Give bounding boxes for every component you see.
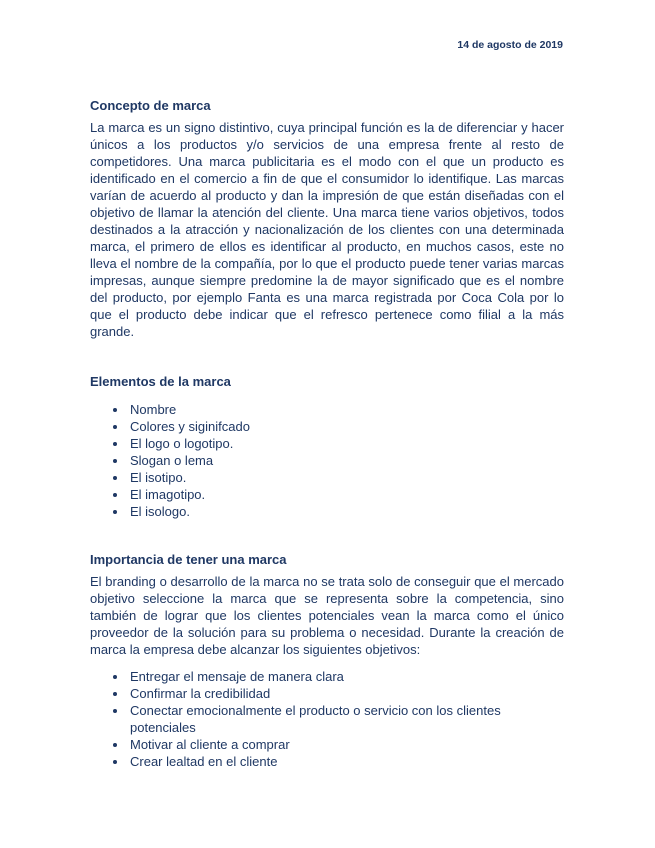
list-item: • Crear lealtad en el cliente [128, 753, 564, 770]
list-item: • Colores y siginifcado [128, 418, 564, 435]
list-item: • Entregar el mensaje de manera clara [128, 668, 564, 685]
section-brand-importance [90, 552, 564, 770]
section-title-brand-concept: Concepto de marca [90, 98, 211, 113]
list-item: • Motivar al cliente a comprar [128, 736, 564, 753]
section-brand-elements [90, 374, 564, 520]
brand-objectives-list [90, 668, 564, 770]
list-item: • Slogan o lema [128, 452, 564, 469]
section-title-brand-elements: Elementos de la marca [90, 374, 231, 389]
list-item: • El imagotipo. [128, 486, 564, 503]
document-date: 14 de agosto de 2019 [457, 39, 563, 51]
paragraph-brand-concept: La marca es un signo distintivo, cuya principal función es la de diferenciar y hacer únicos a los productos y/o servicios de una empresa frente al resto de competidores. Una marca publicitaria es el modo con el que un producto es identificado en el comercio a fin de que el consumidor lo identifique. Las marcas varían de acuerdo al producto y dan la impresión de que están diseñadas con el objetivo de llamar la atención del cliente. Una marca tiene varios objetivos, todos destinados a la atracción y nacionalización de los clientes con una determinada marca, el primero de ellos es identificar al producto, en muchos casos, este no lleva el nombre de la compañía, por lo que el producto puede tener varias marcas impresas, aunque siempre predomine la de mayor significado que es el nombre del producto, por ejemplo Fanta es una marca registrada por Coca Cola por lo que el producto debe indicar que el refresco pertenece como filial a la más grande. [90, 120, 564, 339]
document-body [90, 98, 564, 770]
list-item: • El isologo. [128, 503, 564, 520]
paragraph-brand-importance: El branding o desarrollo de la marca no se trata solo de conseguir que el mercado objetivo seleccione la marca que se representa sobre la competencia, sino también de lograr que los clientes potenciales vean la marca como el único proveedor de la solución para su problema o necesidad. Durante la creación de marca la empresa debe alcanzar los siguientes objetivos: [90, 574, 564, 657]
list-item: • El logo o logotipo. [128, 435, 564, 452]
list-item: • El isotipo. [128, 469, 564, 486]
list-item: • Conectar emocionalmente el producto o servicio con los clientes potenciales [128, 702, 564, 736]
section-brand-concept [90, 98, 564, 340]
section-title-brand-importance: Importancia de tener una marca [90, 552, 287, 567]
brand-elements-list [90, 401, 564, 520]
list-item: • Confirmar la credibilidad [128, 685, 564, 702]
list-item: • Nombre [128, 401, 564, 418]
